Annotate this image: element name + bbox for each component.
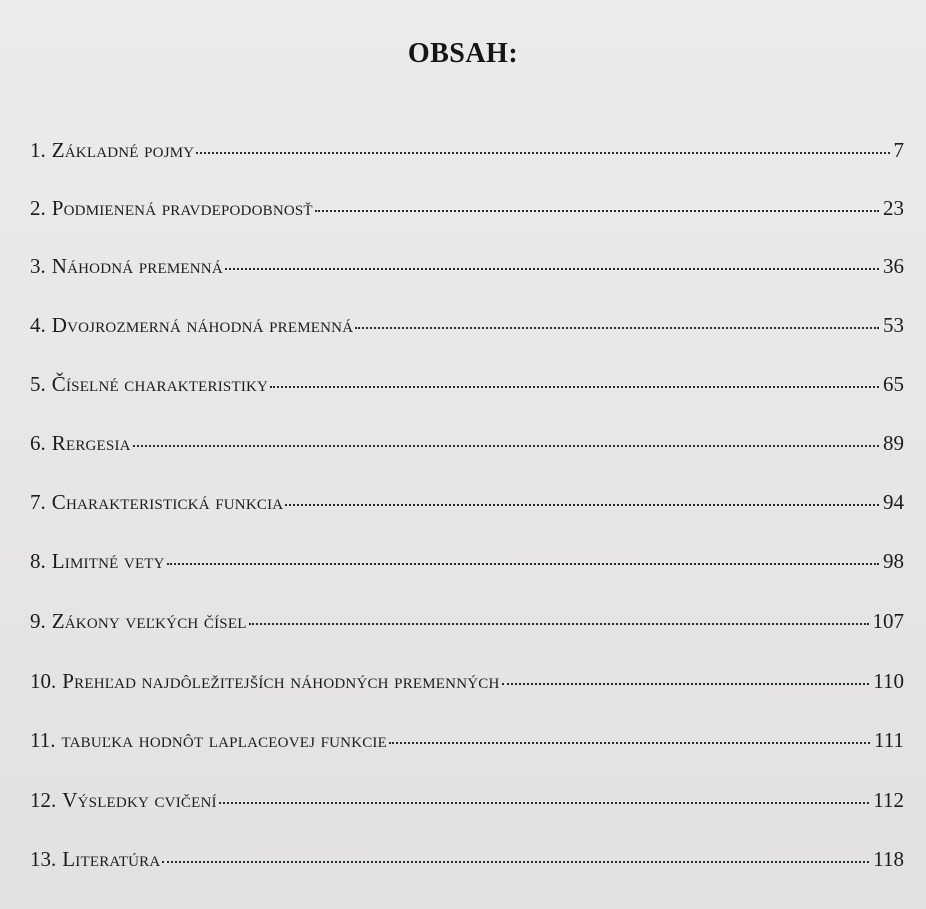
toc-entry-label: Rergesia: [51, 431, 131, 455]
toc-entry-number: 3.: [30, 254, 46, 278]
toc-entry: [30, 490, 904, 520]
dot-leader: [389, 742, 870, 744]
dot-leader: [285, 504, 879, 506]
page-title: OBSAH:: [407, 38, 519, 69]
dot-leader: [355, 327, 879, 329]
toc-entry: [30, 788, 904, 818]
dot-leader: [196, 152, 889, 154]
toc-entry-label: Charakteristická funkcia: [51, 490, 284, 514]
toc-entry-page: 112: [873, 788, 904, 812]
dot-leader: [249, 623, 869, 625]
toc-entry: [30, 196, 904, 226]
toc-entry-page: 36: [883, 254, 904, 278]
toc-entry-number: 5.: [30, 372, 46, 396]
toc-entry-number: 10.: [30, 669, 57, 693]
toc-entry-number: 8.: [30, 549, 46, 573]
toc-entry-label: Dvojrozmerná náhodná premenná: [51, 313, 354, 337]
toc-entry-number: 12.: [30, 788, 57, 812]
toc-entry-number: 11.: [30, 728, 56, 752]
toc-entry-page: 7: [893, 138, 904, 162]
toc-entry: [30, 609, 904, 639]
toc-entry: [30, 313, 904, 343]
toc-entry-number: 1.: [30, 138, 46, 162]
toc-entry-page: 118: [873, 847, 904, 871]
toc-entry-label: Literatúra: [62, 847, 161, 871]
toc-entry: [30, 669, 904, 699]
toc-entry-number: 2.: [30, 196, 46, 220]
toc-entry: [30, 728, 904, 758]
dot-leader: [167, 563, 879, 565]
toc-entry-number: 6.: [30, 431, 46, 455]
toc-entry-page: 94: [883, 490, 904, 514]
toc-entry-label: Základné pojmy: [51, 138, 195, 162]
toc-entry-label: Podmienená pravdepodobnosť: [51, 196, 313, 220]
dot-leader: [219, 802, 870, 804]
toc-entry: [30, 138, 904, 168]
toc-entry-page: 65: [883, 372, 904, 396]
toc-entry-number: 7.: [30, 490, 46, 514]
toc-entry-page: 107: [872, 609, 904, 633]
toc-entry-label: Výsledky cvičení: [62, 788, 217, 812]
toc-entry-number: 9.: [30, 609, 46, 633]
toc-entry-page: 53: [883, 313, 904, 337]
toc-entry-label: tabuľka hodnôt laplaceovej funkcie: [61, 728, 387, 752]
dot-leader: [225, 268, 879, 270]
toc-entry-label: Zákony veľkých čísel: [51, 609, 247, 633]
toc-entry-page: 23: [883, 196, 904, 220]
dot-leader: [502, 683, 870, 685]
toc-entry: [30, 431, 904, 461]
dot-leader: [133, 445, 879, 447]
dot-leader: [270, 386, 879, 388]
toc-entry: [30, 372, 904, 402]
toc-entry-label: Číselné charakteristiky: [51, 372, 269, 396]
toc-entry-page: 98: [883, 549, 904, 573]
toc-entry: [30, 254, 904, 284]
dot-leader: [162, 861, 869, 863]
dot-leader: [315, 210, 879, 212]
toc-entry-number: 4.: [30, 313, 46, 337]
toc-entry-label: Náhodná premenná: [51, 254, 223, 278]
toc-entry-page: 110: [873, 669, 904, 693]
toc-entry-page: 111: [874, 728, 904, 752]
toc-entry-page: 89: [883, 431, 904, 455]
toc-entry: [30, 549, 904, 579]
toc-entry: [30, 847, 904, 877]
toc-entry-number: 13.: [30, 847, 57, 871]
toc-entry-label: Prehľad najdôležitejších náhodných premenných: [62, 669, 500, 693]
toc-entry-label: Limitné vety: [51, 549, 165, 573]
